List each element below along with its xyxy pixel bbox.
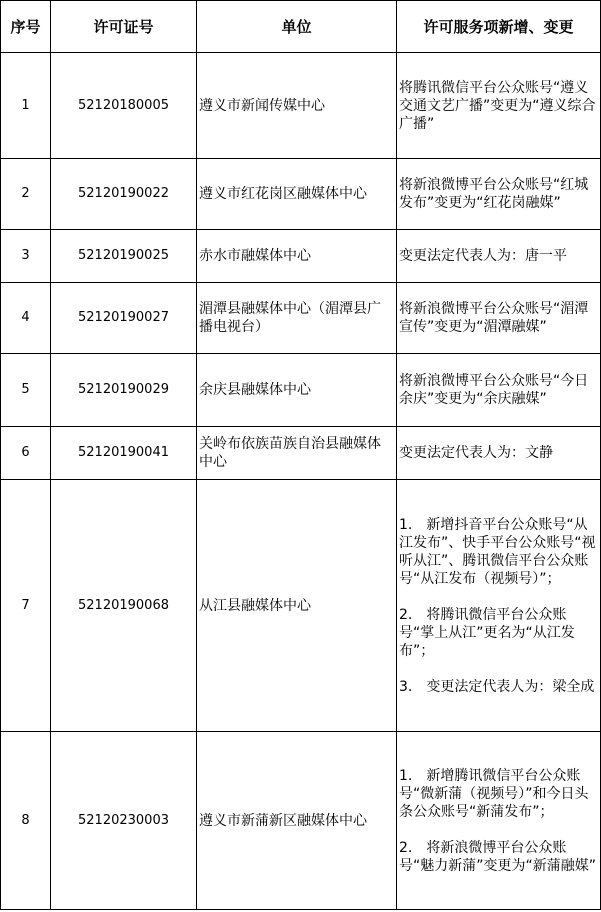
cell-no: 7 <box>1 480 51 732</box>
service-item: 将新浪微博平台公众账号“红城发布”变更为“红花岗融媒” <box>399 177 589 211</box>
service-item: 将新浪微博平台公众账号“湄潭宣传”变更为“湄潭融媒” <box>399 301 589 335</box>
table-row <box>1 283 601 354</box>
cell-unit: 从江县融媒体中心 <box>197 480 397 732</box>
cell-no: 1 <box>1 53 51 159</box>
cell-unit: 湄潭县融媒体中心（湄潭县广播电视台） <box>197 283 397 354</box>
cell-no: 5 <box>1 354 51 427</box>
cell-no: 2 <box>1 159 51 230</box>
table-row <box>1 53 601 159</box>
cell-license: 52120190022 <box>51 159 197 230</box>
service-item: 将新浪微博平台公众账号“今日余庆”变更为“余庆融媒” <box>399 373 589 407</box>
service-item: 3. 变更法定代表人为：梁全成 <box>399 678 595 695</box>
cell-license: 52120180005 <box>51 53 197 159</box>
cell-service <box>397 354 601 427</box>
cell-unit: 余庆县融媒体中心 <box>197 354 397 427</box>
cell-license: 52120190025 <box>51 230 197 283</box>
service-item: 2. 将新浪微博平台公众账号“魅力新蒲”变更为“新蒲融媒” <box>399 839 597 874</box>
table-row <box>1 230 601 283</box>
table-row <box>1 354 601 427</box>
table-row <box>1 732 601 910</box>
header-unit: 单位 <box>197 1 397 53</box>
cell-license: 52120230003 <box>51 732 197 910</box>
cell-license: 52120190068 <box>51 480 197 732</box>
cell-no: 3 <box>1 230 51 283</box>
service-item: 2. 将腾讯微信平台公众账号“掌上从江”更名为“从江发布”； <box>399 606 575 659</box>
cell-service <box>397 53 601 159</box>
cell-no: 4 <box>1 283 51 354</box>
cell-no: 6 <box>1 427 51 480</box>
cell-service <box>397 480 601 732</box>
cell-service <box>397 230 601 283</box>
cell-unit: 赤水市融媒体中心 <box>197 230 397 283</box>
cell-unit: 遵义市新蒲新区融媒体中心 <box>197 732 397 910</box>
cell-service <box>397 427 601 480</box>
header-row <box>1 1 601 53</box>
service-item: 1. 新增抖音平台公众账号“从江发布”、快手平台公众账号“视听从江”、腾讯微信平台公众账号“从江发布（视频号）”； <box>399 516 596 587</box>
cell-service <box>397 283 601 354</box>
cell-service <box>397 732 601 910</box>
service-item: 变更法定代表人为：唐一平 <box>399 248 567 264</box>
cell-service <box>397 159 601 230</box>
header-no: 序号 <box>1 1 51 53</box>
cell-license: 52120190029 <box>51 354 197 427</box>
service-item: 变更法定代表人为：文静 <box>399 445 553 461</box>
cell-no: 8 <box>1 732 51 910</box>
cell-unit: 遵义市红花岗区融媒体中心 <box>197 159 397 230</box>
cell-unit: 遵义市新闻传媒中心 <box>197 53 397 159</box>
cell-license: 52120190027 <box>51 283 197 354</box>
header-license: 许可证号 <box>51 1 197 53</box>
cell-license: 52120190041 <box>51 427 197 480</box>
cell-unit: 关岭布依族苗族自治县融媒体中心 <box>197 427 397 480</box>
header-service: 许可服务项新增、变更 <box>397 1 601 53</box>
service-item: 将腾讯微信平台公众账号“遵义交通文艺广播”变更为“遵义综合广播” <box>399 79 596 132</box>
table-row <box>1 480 601 732</box>
table-row <box>1 427 601 480</box>
table-row <box>1 159 601 230</box>
service-item: 1. 新增腾讯微信平台公众账号“微新蒲（视频号）”和今日头条公众账号“新蒲发布”； <box>399 767 589 820</box>
